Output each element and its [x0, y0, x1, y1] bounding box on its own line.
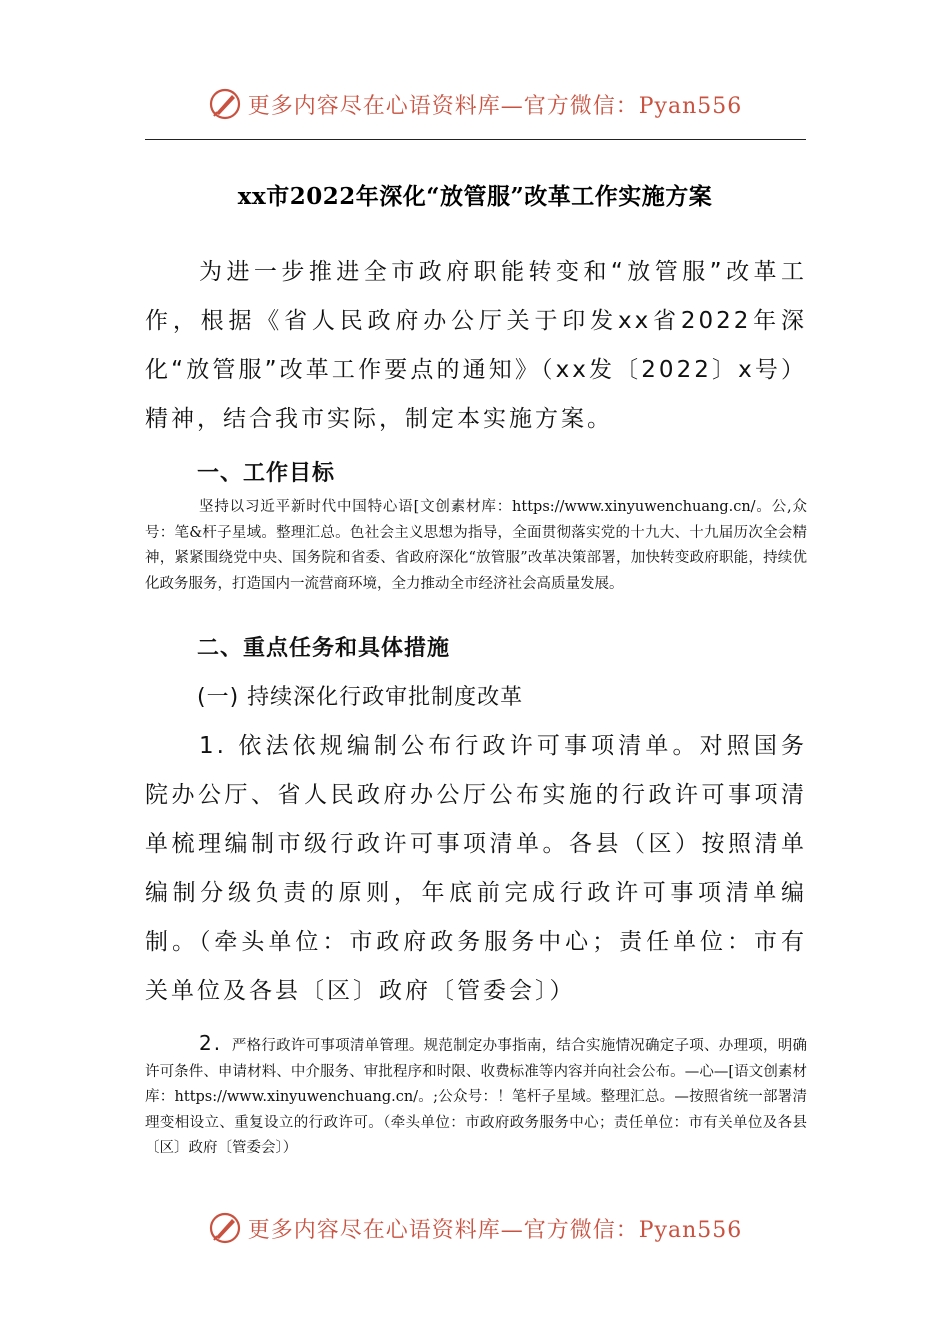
quill-logo-icon	[208, 1211, 242, 1245]
section2-heading: 二、重点任务和具体措施	[197, 636, 451, 661]
footer-banner-text: 更多内容尽在心语资料库—官方微信：Pyan556	[247, 1217, 743, 1243]
item2-paragraph	[145, 1031, 807, 1162]
section1-heading: 一、工作目标	[197, 461, 336, 486]
header-banner-text: 更多内容尽在心语资料库—官方微信：Pyan556	[247, 93, 743, 119]
header-divider	[145, 139, 806, 140]
item2-body: 严格行政许可事项清单管理。规范制定办事指南，结合实施情况确定子项、办理项，明确许可条件、申请材料、中介服务、审批程序和时限、收费标准等内容并向社会公布。—心—[语文创素材库：https://www.xinyuwenchuang.cn/。;公众号：！笔杆子星域。整理汇总。—按照省统一部署清理变相设立、重复设立的行政许可。（牵头单位：市政府政务服务中心；责任单位：市有关单位及各县〔区〕政府〔管委会〕）	[145, 1038, 808, 1156]
document-title: xx市2022年深化“放管服”改革工作实施方案	[237, 183, 713, 210]
section1-body: 坚持以习近平新时代中国特心语[文创素材库：https://www.xinyuwenchuang.cn/。公,众号：笔&杆子星域。整理汇总。色社会主义思想为指导，全面贯彻落实党的十九大、十九届历次全会精神，紧紧围绕党中央、国务院和省委、省政府深化“放管服”改革决策部署，加快转变政府职能，持续优化政务服务，打造国内一流营商环境，全力推动全市经济社会高质量发展。	[145, 499, 807, 592]
quill-logo-icon	[208, 87, 242, 121]
subsection1-heading: (一) 持续深化行政审批制度改革	[197, 685, 524, 710]
header-banner[interactable]	[0, 84, 950, 124]
item1-paragraph: 1. 依法依规编制公布行政许可事项清单。对照国务院办公厅、省人民政府办公厅公布实施的行政许可事项清单梳理编制市级行政许可事项清单。各县（区）按照清单编制分级负责的原则，年底前完成行政许可事项清单编制。（牵头单位：市政府政务服务中心；责任单位：市有关单位及各县〔区〕政府〔管委会〕）	[145, 733, 807, 1004]
footer-banner[interactable]	[0, 1208, 950, 1248]
intro-paragraph: 为进一步推进全市政府职能转变和“放管服”改革工作，根据《省人民政府办公厅关于印发xx省2022年深化“放管服”改革工作要点的通知》（xx发〔2022〕x号）精神，结合我市实际，制定本实施方案。	[145, 259, 807, 432]
item2-number: 2.	[199, 1031, 223, 1055]
